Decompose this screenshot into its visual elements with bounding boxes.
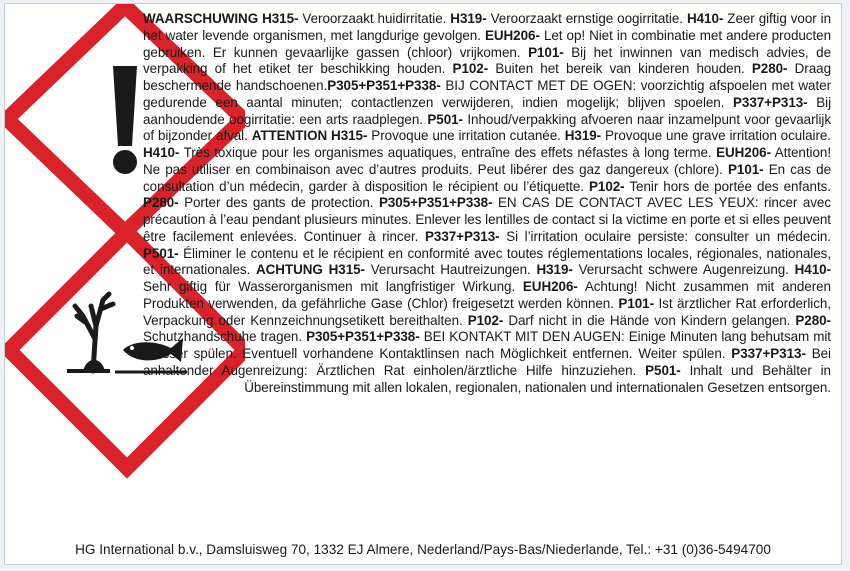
nl-heading: WAARSCHUWING	[143, 11, 259, 26]
nl-p102-code: P102-	[452, 61, 489, 77]
fr-p305-code: P305+P351+P338-	[378, 195, 493, 211]
nl-h319-code: H319-	[450, 11, 487, 26]
nl-p101-code: P101-	[528, 44, 564, 60]
hazard-text	[143, 11, 831, 396]
nl-euh206-text: Let op! Niet in combinatie met andere producten gebruiken. Er kunnen gevaarlijke gassen (chloor) vrijkomen.	[143, 27, 831, 60]
de-h319-text: Verursacht schwere Augenreizung.	[572, 262, 795, 278]
de-p337-code: P337+P313-	[731, 346, 806, 361]
de-p305-code: P305+P351+P338-	[306, 329, 420, 345]
fr-p102-text: Tenir hors de portée des enfants.	[624, 178, 831, 194]
nl-p280-code: P280-	[751, 61, 788, 77]
fr-h410-code: H410-	[143, 145, 180, 160]
nl-p337-code: P337+P313-	[733, 94, 808, 110]
nl-h319-text: Veroorzaakt ernstige oogirritatie.	[486, 11, 683, 26]
de-p305-text: BEI KONTAKT MIT DEN AUGEN: Einige Minuten lang behutsam mit Wasser spülen. Eventuell vorhandene Kontaktlinsen nach Möglichkeit entfernen. Weiter spülen.	[143, 329, 831, 361]
nl-h410-code: H410-	[686, 11, 724, 26]
de-p280-code: P280-	[795, 312, 831, 328]
nl-h315-text: Veroorzaakt huidirritatie.	[298, 11, 451, 26]
fr-p337-text: Si l’irritation oculaire persiste: consulter un médecin.	[499, 228, 831, 244]
fr-p305-text: EN CAS DE CONTACT AVEC LES YEUX: rincer avec précaution à l’eau pendant plusieurs minutes. Enlever les lentilles de contact si la victime en porte et si elles peuvent être facilement enlevées. Continuer à rincer.	[143, 195, 831, 244]
nl-p337-text: Bij aanhoudende oogirritatie: een arts raadplegen.	[143, 94, 832, 127]
de-p337-text: Bei anhaltender Augenreizung: Ärztlichen Rat einholen/ärztliche Hilfe hinzuziehen.	[143, 346, 831, 378]
fr-p280-code: P280-	[143, 195, 179, 211]
fr-p102-code: P102-	[588, 178, 625, 194]
fr-h319-code: H319-	[564, 128, 602, 144]
nl-p305-code: P305+P351+P338-	[327, 78, 441, 93]
nl-p305-text: BIJ CONTACT MET DE OGEN: voorzichtig afspoelen met water gedurende een aantal minuten; contactlenzen verwijderen, indien mogelijk; blijven spoelen.	[143, 78, 831, 110]
safety-label	[4, 3, 842, 565]
de-p280-text: Schutzhandschuhe tragen.	[143, 329, 307, 345]
nl-h410-text: Zeer giftig voor in het water levende organismen, met langdurige gevolgen.	[143, 11, 832, 43]
fr-p101-code: P101-	[727, 161, 764, 177]
nl-p501-text: Inhoud/verpakking afvoeren naar inzamelpunt voor gevaarlijk of bijzonder afval.	[143, 111, 832, 144]
fr-p501-code: P501-	[143, 245, 179, 261]
de-p102-code: P102-	[467, 312, 504, 328]
de-p102-text: Darf nicht in die Hände von Kindern gelangen.	[503, 312, 796, 328]
fr-euh206-code: EUH206-	[716, 145, 771, 160]
fr-p280-text: Porter des gants de protection.	[178, 195, 379, 211]
fr-heading: ATTENTION	[251, 128, 328, 144]
de-heading: ACHTUNG	[256, 262, 323, 278]
nl-p102-text: Buiten het bereik van kinderen houden.	[488, 61, 752, 77]
fr-h319-text: Provoque une grave irritation oculaire.	[601, 128, 831, 144]
fr-h410-text: Très toxique pour les organismes aquatiques, entraîne des effets néfastes à long terme.	[179, 145, 717, 160]
fr-euh206-text: Attention! Ne pas utiliser en combinaison avec d’autres produits. Peut libérer des gaz dangereux (chlore).	[143, 145, 832, 177]
de-h315-code: H315-	[328, 262, 365, 278]
company-footer: HG International b.v., Damsluisweg 70, 1332 EJ Almere, Nederland/Pays-Bas/Niederlande, Tel.: +31 (0)36-5494700	[75, 542, 771, 557]
nl-p101-text: Bij het inwinnen van medisch advies, de verpakking of het etiket ter beschikking houden.	[143, 44, 831, 77]
nl-h315-code: H315-	[262, 11, 299, 26]
nl-p280-text: Draag beschermende handschoenen.	[143, 61, 831, 93]
nl-euh206-code: EUH206-	[484, 27, 540, 43]
fr-p101-text: En cas de consultation d’un médecin, garder à disposition le récipient ou l’étiquette.	[143, 161, 832, 194]
de-p101-code: P101-	[618, 295, 654, 311]
fr-p337-code: P337+P313-	[424, 228, 500, 244]
fr-h315-code: H315-	[331, 128, 368, 144]
nl-p501-code: P501-	[427, 111, 463, 127]
fr-h315-text: Provoque une irritation cutanée.	[367, 128, 565, 144]
de-h410-text: Sehr giftig für Wasserorganismen mit langfristiger Wirkung.	[143, 279, 523, 294]
de-h315-text: Verursacht Hautreizungen.	[364, 262, 537, 278]
de-euh206-code: EUH206-	[522, 279, 578, 294]
de-h319-code: H319-	[536, 262, 573, 278]
de-euh206-text: Achtung! Nicht zusammen mit anderen Produkten verwenden, da gefährliche Gase (Chlor) freigesetzt werden können.	[143, 279, 831, 311]
de-p501-code: P501-	[645, 362, 681, 378]
de-p101-text: Ist ärztlicher Rat erforderlich, Verpackung oder Kennzeichnungsetikett bereithalten.	[143, 295, 831, 328]
fr-p501-text: Éliminer le contenu et le récipient en conformité avec toutes réglementations locales, régionales, nationales, et internationales.	[143, 245, 831, 278]
de-h410-code: H410-	[794, 262, 831, 278]
de-p501-text: Inhalt und Behälter in Übereinstimmung mit allen lokalen, regionalen, nationalen und internationalen Gesetzen entsorgen.	[244, 362, 831, 395]
